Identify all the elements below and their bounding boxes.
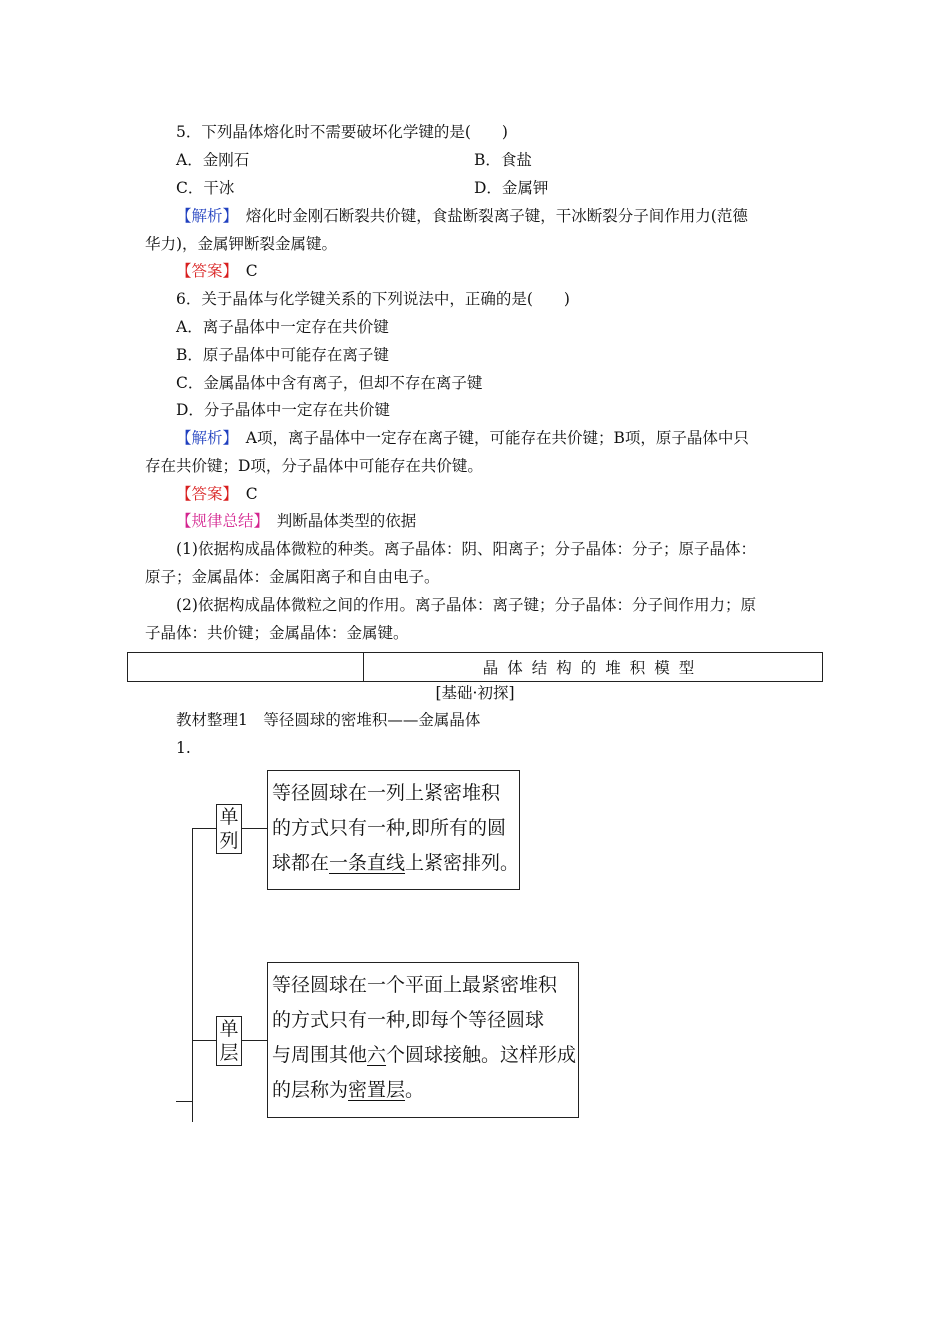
underlined-answer: 密置层: [348, 1079, 406, 1101]
underlined-answer: 一条直线: [329, 852, 406, 874]
label-char: 列: [219, 830, 239, 852]
text-segment: 个圆球接触。这样形成: [386, 1044, 577, 1066]
single-column-line-3: [272, 846, 519, 881]
branch-line-layer: [192, 1040, 216, 1041]
link-line-col: [241, 828, 267, 829]
single-layer-line-3: [272, 1038, 576, 1073]
material-heading: 教材整理1 等径圆球的密堆积——金属晶体: [176, 711, 481, 729]
q5-analysis-line-2: 华力)，金属钾断裂金属键。: [145, 235, 338, 253]
underlined-answer: 六: [367, 1044, 387, 1066]
link-line-layer: [241, 1040, 267, 1041]
analysis-text: A项，离子晶体中一定存在离子键，可能存在共价键；B项，原子晶体中只: [230, 429, 749, 447]
q6-stem: 6．关于晶体与化学键关系的下列说法中，正确的是( ): [176, 290, 570, 308]
answer-value: C: [230, 485, 258, 503]
q5-analysis-line-1: [176, 205, 748, 227]
single-column-line-2: 的方式只有一种,即所有的圆: [272, 817, 507, 839]
text-segment: 的层称为: [272, 1079, 349, 1101]
text-segment: 上紧密排列。: [405, 852, 520, 874]
summary-tag: 【规律总结】: [176, 512, 262, 530]
answer-tag: 【答案】: [176, 262, 231, 280]
answer-tag: 【答案】: [176, 485, 231, 503]
item-number: 1.: [176, 739, 191, 757]
summary-title: 判断晶体类型的依据: [261, 512, 417, 530]
summary-p1-line-2: 原子；金属晶体：金属阳离子和自由电子。: [145, 568, 440, 586]
single-layer-line-1: 等径圆球在一个平面上最紧密堆积: [272, 974, 558, 996]
q6-analysis-line-2: 存在共价键；D项，分子晶体中可能存在共价键。: [145, 457, 483, 475]
branch-line-col: [192, 828, 216, 829]
q5-option-c: C．干冰: [176, 179, 235, 197]
label-char: 单: [219, 1018, 239, 1040]
q6-option-d: D．分子晶体中一定存在共价键: [176, 401, 390, 419]
q5-answer: [176, 260, 258, 282]
q6-option-c: C．金属晶体中含有离子，但却不存在离子键: [176, 374, 483, 392]
section-header: [127, 652, 823, 682]
single-layer-line-4: [272, 1073, 424, 1108]
summary-p2-line-2: 子晶体：共价键；金属晶体：金属键。: [145, 624, 409, 642]
text-segment: 与周围其他: [272, 1044, 368, 1066]
text-segment: 球都在: [272, 852, 330, 874]
section-title: 晶体结构的堆积模型: [482, 659, 704, 677]
label-char: 层: [219, 1042, 239, 1064]
analysis-text: 熔化时金刚石断裂共价键，食盐断裂离子键，干冰断裂分子间作用力(范德: [230, 207, 748, 225]
q6-option-b: B．原子晶体中可能存在离子键: [176, 346, 389, 364]
single-column-line-1: 等径圆球在一列上紧密堆积: [272, 782, 501, 804]
q6-analysis-line-1: [176, 427, 749, 449]
label-char: 单: [219, 806, 239, 828]
q5-option-b: B．食盐: [474, 151, 532, 169]
text-segment: 。: [405, 1079, 425, 1101]
q5-option-d: D．金属钾: [474, 179, 549, 197]
diagram-trunk-line: [192, 828, 193, 1122]
q5-stem: 5．下列晶体熔化时不需要破坏化学键的是( ): [176, 123, 508, 141]
analysis-tag: 【解析】: [176, 429, 231, 447]
single-layer-line-2: 的方式只有一种,即每个等径圆球: [272, 1009, 545, 1031]
answer-value: C: [230, 262, 258, 280]
section-subtitle: [基础·初探]: [435, 684, 515, 702]
q5-option-a: A．金刚石: [176, 151, 250, 169]
q6-answer: [176, 483, 258, 505]
analysis-tag: 【解析】: [176, 207, 231, 225]
summary-p1-line-1: (1)依据构成晶体微粒的种类。离子晶体：阴、阳离子；分子晶体：分子；原子晶体：: [176, 540, 756, 558]
branch-line-next: [176, 1101, 192, 1102]
label-single-column: [216, 804, 242, 854]
q6-option-a: A．离子晶体中一定存在共价键: [176, 318, 389, 336]
summary-heading: [176, 510, 416, 532]
label-single-layer: [216, 1016, 242, 1066]
summary-p2-line-1: (2)依据构成晶体微粒之间的作用。离子晶体：离子键；分子晶体：分子间作用力；原: [176, 596, 756, 614]
